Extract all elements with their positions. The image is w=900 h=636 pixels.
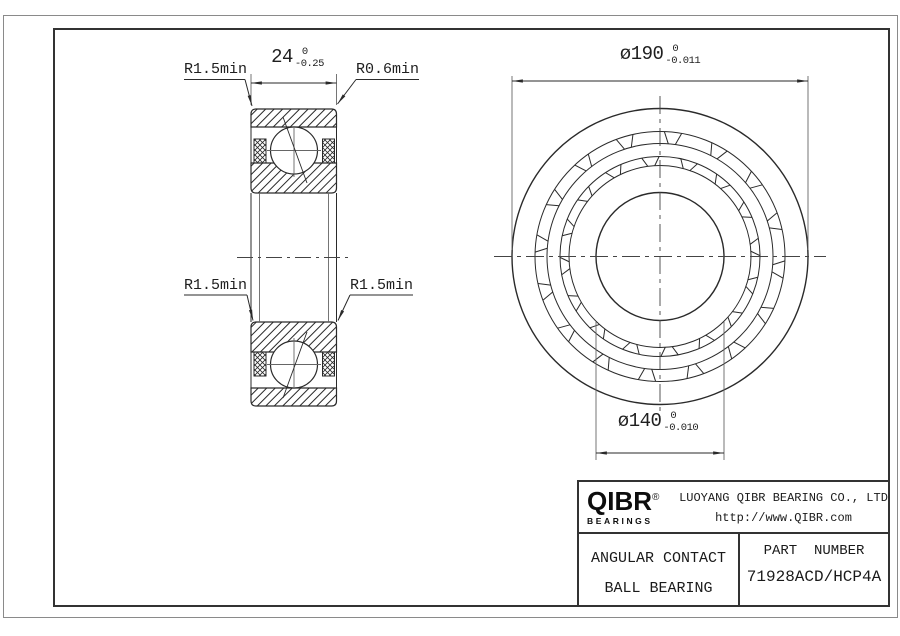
section-view <box>184 74 419 406</box>
title-block-header-row <box>579 482 888 534</box>
width-dimension-value: 24 <box>271 46 293 68</box>
fillet-label-top-left: R1.5min <box>184 61 248 78</box>
bore-diameter-tolerance-upper: 0 <box>670 410 677 422</box>
outer-diameter-symbol: ø <box>619 43 631 65</box>
front-view <box>494 76 826 460</box>
part-number-value: 71928ACD/HCP4A <box>746 568 882 586</box>
outer-diameter-value: 190 <box>630 43 664 65</box>
logo-subtitle: BEARINGS <box>587 516 653 526</box>
width-dimension <box>250 46 345 70</box>
outer-diameter-tolerance-upper: 0 <box>672 43 679 55</box>
product-type-cell <box>579 534 740 605</box>
outer-diameter-tolerance-lower: -0.011 <box>665 55 701 68</box>
company-website: http://www.QIBR.com <box>715 511 852 525</box>
part-number-cell <box>740 534 888 605</box>
title-block <box>577 480 890 607</box>
width-tolerance-lower: -0.25 <box>294 58 324 71</box>
company-logo <box>579 488 679 526</box>
part-number-label: PART NUMBER <box>763 543 865 559</box>
company-info <box>679 486 888 528</box>
product-type-line2: BALL BEARING <box>604 580 713 597</box>
registered-trademark-icon: ® <box>652 492 660 503</box>
bore-diameter-value: 140 <box>628 410 662 432</box>
width-tolerance-upper: 0 <box>301 46 308 58</box>
title-block-detail-row <box>579 534 888 605</box>
fillet-label-mid-left: R1.5min <box>184 277 248 294</box>
bore-diameter-dimension <box>588 410 728 434</box>
bore-diameter-symbol: ø <box>617 410 629 432</box>
outer-diameter-dimension <box>590 43 730 67</box>
chamfer-label-top-right: R0.6min <box>356 61 420 78</box>
fillet-label-mid-right: R1.5min <box>350 277 414 294</box>
bore-diameter-tolerance-lower: -0.010 <box>663 422 699 435</box>
product-type-line1: ANGULAR CONTACT <box>590 550 727 567</box>
logo-wordmark: QIBR <box>587 486 652 516</box>
company-name: LUOYANG QIBR BEARING CO., LTD <box>679 491 888 505</box>
